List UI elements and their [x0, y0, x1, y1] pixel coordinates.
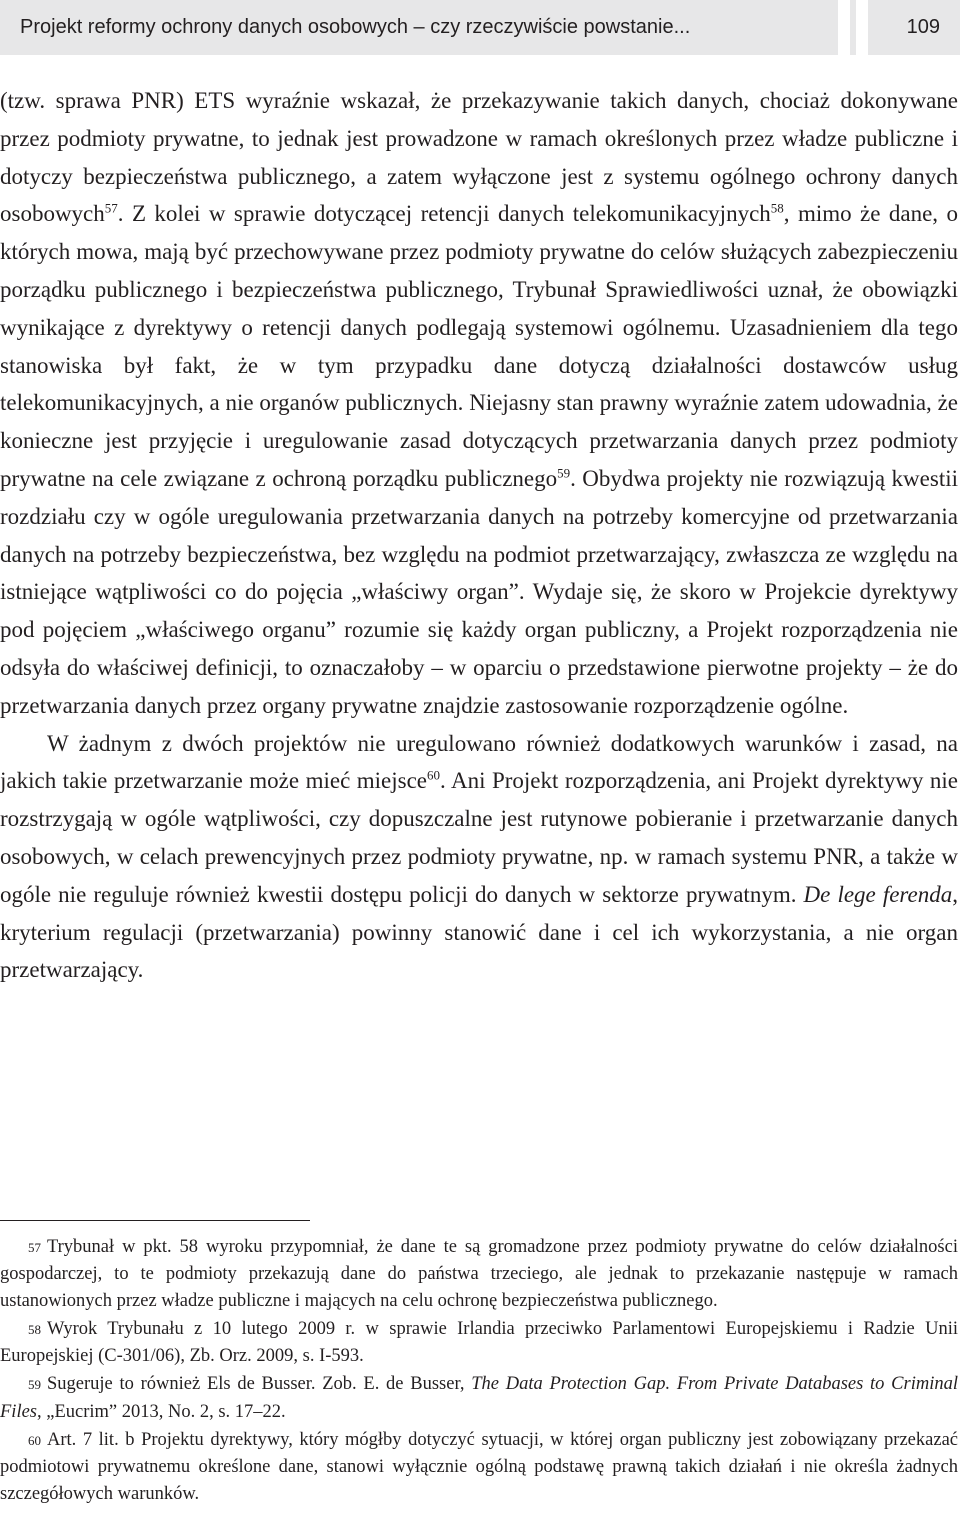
footnote-text-before: Sugeruje to również Els de Busser. Zob. E. de Busser, — [47, 1374, 472, 1395]
footnote-ref-59[interactable]: 59 — [557, 465, 571, 481]
running-title: Projekt reformy ochrony danych osobowych – czy rzeczywiście powstanie... — [20, 16, 691, 38]
paragraph-1-part-1: (tzw. sprawa PNR) ETS wyraźnie wskazał, że przekazywanie takich danych, chociaż dokonywane przez podmioty prywatne, to jednak jest prowadzone w ramach określonych przez władze publiczne i dotyczy bezpieczeństwa publicznego, a zatem wyłączone jest z systemu ogólnego ochrony danych osobowych — [0, 88, 958, 227]
footnote-number: 58 — [28, 1321, 41, 1337]
main-text — [0, 82, 958, 989]
footnote-59 — [0, 1371, 958, 1425]
footnote-italic-title: The Data Protection Gap. From Private Databases to Criminal Files — [0, 1374, 958, 1422]
running-header — [0, 0, 960, 55]
footnote-text: Art. 7 lit. b Projektu dyrektywy, który mógłby dotyczyć sytuacji, w której organ publiczny jest zobowiązany przekazać podmiotowi prywatnemu określone dane, stanowi wyłącznie ogólną podstawę prawną takich działań i nie określa żadnych szczegółowych warunków. — [0, 1430, 958, 1504]
footnotes — [0, 1234, 958, 1509]
paragraph-1 — [0, 82, 958, 725]
footnote-number: 59 — [28, 1377, 41, 1393]
paragraph-2-italic: De lege ferenda — [803, 881, 953, 907]
paragraph-2 — [0, 725, 958, 990]
footnote-text: Wyrok Trybunału z 10 lutego 2009 r. w sprawie Irlandia przeciwko Parlamentowi Europejskiemu i Radzie Unii Europejskiej (C-301/06), Zb. Orz. 2009, s. I-593. — [0, 1318, 958, 1367]
footnote-number: 57 — [28, 1240, 41, 1255]
footnote-58 — [0, 1316, 958, 1370]
footnote-57 — [0, 1234, 958, 1314]
footnote-number: 60 — [28, 1433, 41, 1449]
paragraph-2-part-1: W żadnym z dwóch projektów nie uregulowano również dodatkowych warunków i zasad, na jakich takie przetwarzanie może mieć miejsce — [0, 730, 958, 794]
footnote-text: Trybunał w pkt. 58 wyroku przypomniał, że dane te są gromadzone przez podmioty prywatne do celów działalności gospodarczej, to te podmioty przekazują dane do państwa trzeciego, ale jednak to przekazanie następuje w ramach ustanowionych przez władze publiczne i mających na celu ochronę bezpieczeństwa publicznego. — [0, 1237, 958, 1311]
paragraph-1-part-3: , mimo że dane, o których mowa, mają być przechowywane przez podmioty prywatne do celów służących zabezpieczeniu porządku publicznego i bezpieczeństwa publicznego, Trybunał Sprawiedliwości uznał, że obowiązki wynikające z dyrektywy o retencji danych podlegają systemowi ogólnemu. Uzasadnieniem dla tego stanowiska był fakt, że w tym przypadku dane dotyczą działalności dostawców usług telekomunikacyjnych, a nie organów publicznych. Niejasny stan prawny wyraźnie zatem udowadnia, że konieczne jest przyjęcie i uregulowanie zasad dotyczących przetwarzania danych przez podmioty prywatne na cele związane z ochroną porządku publicznego — [0, 201, 958, 491]
header-page-box — [868, 0, 960, 55]
footnote-ref-57[interactable]: 57 — [104, 200, 118, 216]
paragraph-1-part-4: . Obydwa projekty nie rozwiązują kwestii rozdziału czy w ogóle uregulowania przetwarzania danych na potrzeby komercyjne od przetwarzania danych na potrzeby bezpieczeństwa, bez względu na podmiot przetwarzający, zwłaszcza ze względu na istniejące wątpliwości co do pojęcia „właściwy organ”. Wydaje się, że skoro w Projekcie dyrektywy pod pojęciem „właściwego organu” rozumie się każdy organ publiczny, a Projekt rozporządzenia nie odsyła do właściwej definicji, to oznaczałoby – w oparciu o przedstawione pierwotne projekty – że do przetwarzania danych przez organy prywatne znajdzie zastosowanie rozporządzenie ogólne. — [0, 465, 958, 718]
footnote-ref-58[interactable]: 58 — [770, 200, 784, 216]
paragraph-1-part-2: . Z kolei w sprawie dotyczącej retencji danych telekomunikacyjnych — [117, 201, 771, 227]
paragraph-2-part-3: , kryterium regulacji (przetwarzania) powinny stanowić dane i cel ich wykorzystania, a nie organ przetwarzający. — [0, 881, 958, 983]
header-title-box — [0, 0, 838, 55]
header-divider — [850, 0, 856, 55]
footnote-60 — [0, 1427, 958, 1507]
footnote-text-after: , „Eucrim” 2013, No. 2, s. 17–22. — [37, 1401, 286, 1422]
footnote-ref-60[interactable]: 60 — [427, 767, 441, 783]
paragraph-2-part-2: . Ani Projekt rozporządzenia, ani Projekt dyrektywy nie rozstrzygają w ogóle wątpliwości, czy dopuszczalne jest rutynowe pobieranie i przetwarzanie danych osobowych, w celach prewencyjnych przez podmioty prywatne, np. w ramach systemu PNR, a także w ogóle nie reguluje również kwestii dostępu policji do danych w sektorze prywatnym. — [0, 768, 959, 907]
page-number: 109 — [906, 16, 940, 38]
footnote-separator — [0, 1220, 310, 1221]
